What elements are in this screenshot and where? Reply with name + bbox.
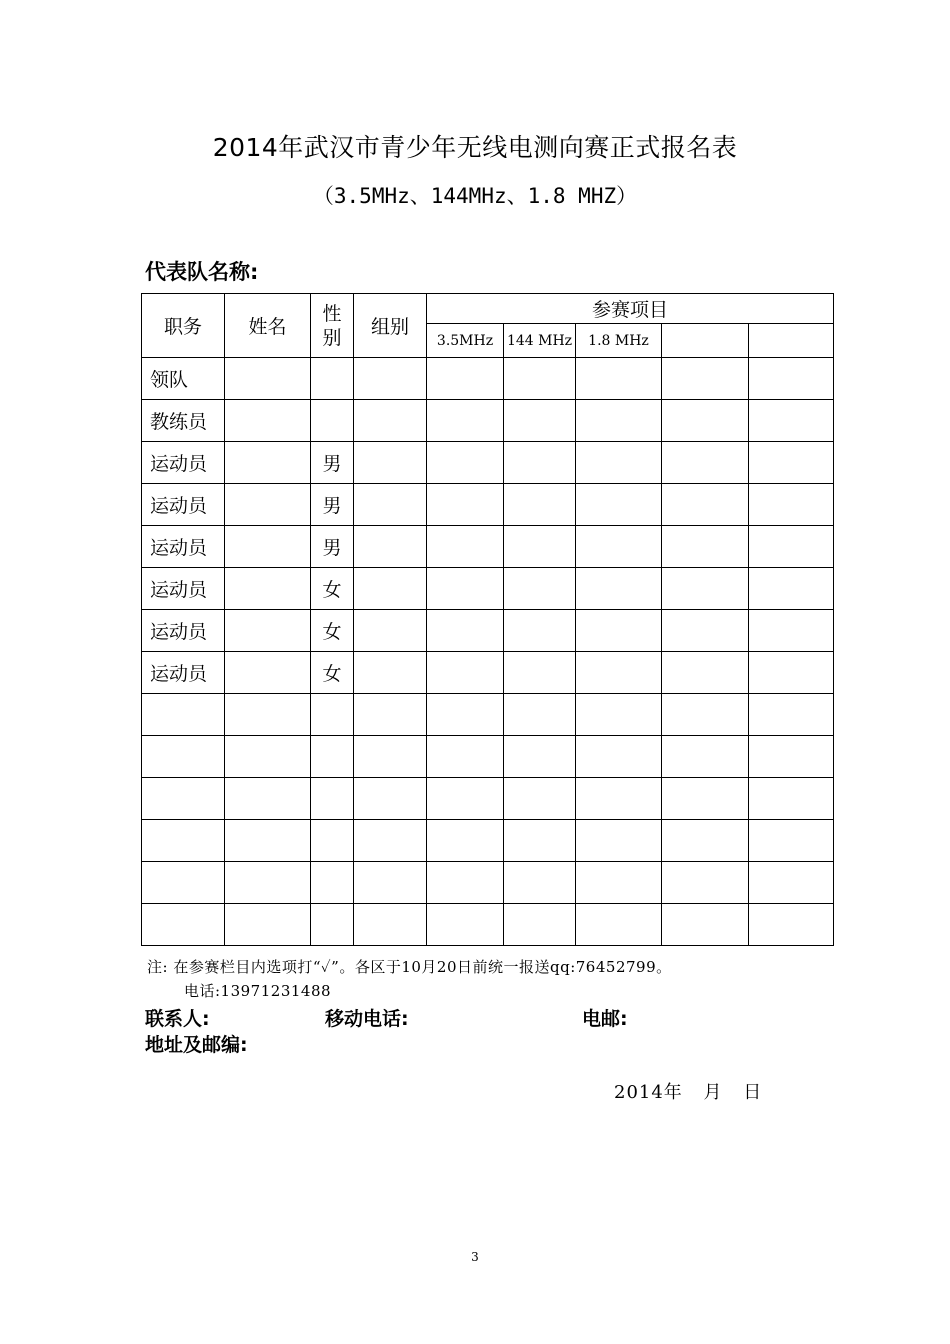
team-name-label: 代表队名称: [145,260,259,284]
cell-gender: 女 [311,652,354,694]
header-gender-text: 性别 [322,302,342,349]
cell-duty: 教练员 [142,400,225,442]
table-row [142,400,834,442]
header-name: 姓名 [225,294,311,358]
cell-event [504,820,576,862]
document-title: 2014年武汉市青少年无线电测向赛正式报名表 [212,133,738,162]
registration-table [141,293,834,946]
cell-event [662,904,749,946]
cell-gender [311,862,354,904]
cell-event [662,610,749,652]
cell-event [576,862,662,904]
cell-event [576,568,662,610]
cell-event [662,442,749,484]
mobile-label: 移动电话: [325,1008,409,1030]
cell-event [662,778,749,820]
cell-event [749,778,834,820]
event-col-35mhz: 3.5MHz [427,324,504,358]
event-col-18mhz: 1.8 MHz [576,324,662,358]
cell-event [749,820,834,862]
cell-event [504,400,576,442]
table-row [142,736,834,778]
cell-group [354,610,427,652]
cell-event [576,526,662,568]
cell-group [354,484,427,526]
cell-name [225,400,311,442]
cell-event [576,904,662,946]
cell-event [504,568,576,610]
cell-event [504,694,576,736]
cell-name [225,736,311,778]
cell-event [427,652,504,694]
cell-event [576,736,662,778]
cell-duty [142,862,225,904]
cell-event [427,400,504,442]
signature-date: 2014年 月 日 [614,1082,763,1103]
cell-duty: 运动员 [142,526,225,568]
cell-gender [311,358,354,400]
cell-gender [311,820,354,862]
cell-event [749,568,834,610]
cell-name [225,568,311,610]
cell-event [662,526,749,568]
table-row [142,610,834,652]
cell-event [427,358,504,400]
cell-event [749,862,834,904]
cell-event [749,610,834,652]
cell-event [427,610,504,652]
cell-group [354,820,427,862]
event-col-144mhz: 144 MHz [504,324,576,358]
cell-event [749,484,834,526]
cell-event [504,904,576,946]
cell-event [749,736,834,778]
cell-event [427,736,504,778]
cell-duty [142,694,225,736]
cell-event [504,484,576,526]
cell-event [749,358,834,400]
contact-label: 联系人: [145,1008,210,1030]
cell-name [225,694,311,736]
cell-event [662,568,749,610]
cell-event [504,736,576,778]
cell-name [225,484,311,526]
cell-event [504,526,576,568]
cell-event [504,862,576,904]
cell-duty: 运动员 [142,484,225,526]
table-row [142,652,834,694]
cell-gender [311,694,354,736]
cell-duty: 运动员 [142,442,225,484]
cell-gender: 男 [311,442,354,484]
table-row [142,904,834,946]
table-row [142,526,834,568]
cell-event [749,400,834,442]
cell-event [576,484,662,526]
cell-event [427,820,504,862]
cell-event [427,778,504,820]
cell-group [354,862,427,904]
cell-name [225,904,311,946]
cell-event [427,484,504,526]
cell-gender: 女 [311,568,354,610]
cell-event [576,778,662,820]
cell-name [225,652,311,694]
cell-event [576,610,662,652]
cell-event [662,358,749,400]
cell-event [662,484,749,526]
cell-name [225,778,311,820]
cell-event [749,652,834,694]
cell-gender [311,736,354,778]
cell-event [749,526,834,568]
cell-group [354,694,427,736]
cell-gender: 男 [311,484,354,526]
cell-name [225,610,311,652]
header-gender [311,294,354,358]
cell-duty: 运动员 [142,652,225,694]
email-label: 电邮: [582,1008,628,1030]
cell-event [749,442,834,484]
cell-group [354,442,427,484]
cell-duty: 领队 [142,358,225,400]
event-col-blank-1 [662,324,749,358]
cell-duty [142,904,225,946]
table-header-row [142,294,834,324]
cell-event [662,862,749,904]
page-number: 3 [471,1250,479,1264]
cell-event [662,736,749,778]
cell-name [225,862,311,904]
cell-group [354,568,427,610]
table-row [142,568,834,610]
table-row [142,442,834,484]
cell-group [354,652,427,694]
cell-event [662,820,749,862]
cell-duty: 运动员 [142,610,225,652]
cell-event [504,778,576,820]
cell-gender [311,400,354,442]
cell-gender [311,778,354,820]
table-row [142,820,834,862]
cell-event [504,358,576,400]
address-label: 地址及邮编: [145,1034,248,1056]
cell-event [504,652,576,694]
cell-event [427,442,504,484]
cell-event [749,694,834,736]
cell-gender: 女 [311,610,354,652]
header-events: 参赛项目 [427,294,834,324]
cell-event [576,820,662,862]
table-row [142,358,834,400]
table-row [142,862,834,904]
table-row [142,484,834,526]
cell-group [354,400,427,442]
cell-event [662,400,749,442]
cell-name [225,358,311,400]
cell-event [427,568,504,610]
note-phone: 电话:13971231488 [184,982,332,1000]
cell-event [427,526,504,568]
cell-gender: 男 [311,526,354,568]
cell-duty [142,778,225,820]
note-text: 注: 在参赛栏目内选项打“✓”。各区于10月20日前统一报送qq:76452799。 [147,958,672,976]
header-group: 组别 [354,294,427,358]
cell-event [749,904,834,946]
cell-group [354,736,427,778]
cell-group [354,778,427,820]
header-duty: 职务 [142,294,225,358]
cell-event [576,400,662,442]
cell-event [504,442,576,484]
table-row [142,778,834,820]
cell-name [225,442,311,484]
cell-event [427,862,504,904]
cell-event [576,694,662,736]
cell-event [662,652,749,694]
cell-event [576,652,662,694]
cell-name [225,526,311,568]
document-subtitle: （3.5MHz、144MHz、1.8 MHZ） [312,184,638,208]
cell-event [576,442,662,484]
cell-name [225,820,311,862]
table-row [142,694,834,736]
event-col-blank-2 [749,324,834,358]
cell-duty [142,736,225,778]
cell-group [354,526,427,568]
cell-event [576,358,662,400]
cell-duty: 运动员 [142,568,225,610]
cell-event [504,610,576,652]
cell-group [354,904,427,946]
cell-event [427,694,504,736]
cell-event [427,904,504,946]
cell-duty [142,820,225,862]
cell-event [662,694,749,736]
cell-gender [311,904,354,946]
cell-group [354,358,427,400]
